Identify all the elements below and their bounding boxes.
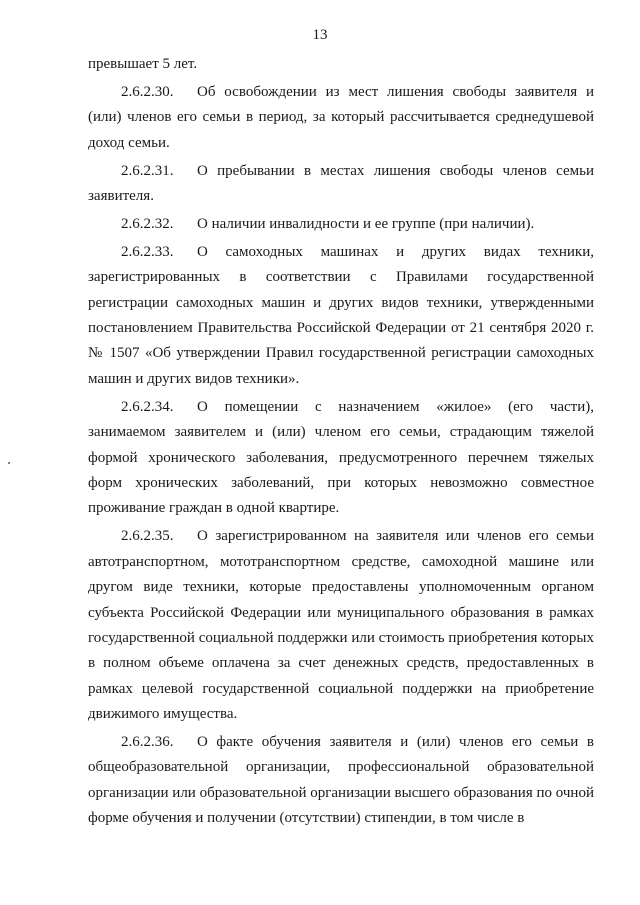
page-number: 13: [312, 27, 328, 43]
paragraph-text: превышает 5 лет.: [88, 56, 198, 72]
paragraph-text: Об освобождении из мест лишения свободы заявителя и (или) членов его семьи в период, за который рассчитывается среднедушевой доход семьи.: [88, 83, 594, 151]
paragraph-2-6-2-30: [88, 80, 594, 156]
paragraph-text: О самоходных машинах и других видах техники, зарегистрированных в соответствии с Правилами государственной регистрации самоходных машин и других видов техники, утвержденными постановлением Правительства Российской Федерации от 21 сентября 2020 г. № 1507 «Об утверждении Правил государственной регистрации самоходных машин и других видов техники».: [88, 243, 594, 387]
document-body: [88, 52, 594, 834]
paragraph-2-6-2-36: [88, 730, 594, 832]
paragraph-text: О зарегистрированном на заявителя или членов его семьи автотранспортном, мототранспортном средстве, самоходной машине или другом виде техники, которые предоставлены уполномоченным органом субъекта Российской Федерации или муниципального образования в рамках государственной социальной поддержки или стоимость приобретения которых в полном объеме оплачена за счет денежных средств, предоставленных в рамках целевой государственной социальной поддержки на приобретение движимого имущества.: [88, 528, 594, 723]
paragraph-2-6-2-31: [88, 159, 594, 210]
paragraph-text: О наличии инвалидности и ее группе (при наличии).: [197, 215, 535, 232]
paragraph-number: 2.6.2.34.: [121, 398, 174, 415]
paragraph-text: О помещении с назначением «жилое» (его части), занимаемом заявителем и (или) членом его семьи, страдающим тяжелой формой хронического заболевания, предусмотренного перечнем тяжелых форм хронических заболеваний, при которых невозможно совместное проживание граждан в одной квартире.: [88, 398, 594, 517]
paragraph-number: 2.6.2.31.: [121, 162, 174, 179]
paragraph-number: 2.6.2.36.: [121, 734, 174, 751]
paragraph-number: 2.6.2.35.: [121, 528, 174, 545]
paragraph-continuation: [88, 52, 594, 77]
paragraph-2-6-2-32: [88, 212, 594, 237]
paragraph-2-6-2-33: [88, 240, 594, 392]
margin-mark: [8, 462, 10, 464]
paragraph-number: 2.6.2.33.: [121, 243, 174, 260]
paragraph-text: О пребывании в местах лишения свободы членов семьи заявителя.: [88, 162, 594, 205]
paragraph-2-6-2-35: [88, 524, 594, 727]
paragraph-2-6-2-34: [88, 395, 594, 522]
paragraph-number: 2.6.2.30.: [121, 83, 174, 100]
paragraph-number: 2.6.2.32.: [121, 215, 174, 232]
paragraph-text: О факте обучения заявителя и (или) членов его семьи в общеобразовательной организации, профессиональной образовательной организации или образовательной организации высшего образования по очной форме обучения и получении (отсутствии) стипендии, в том числе в: [88, 734, 594, 827]
